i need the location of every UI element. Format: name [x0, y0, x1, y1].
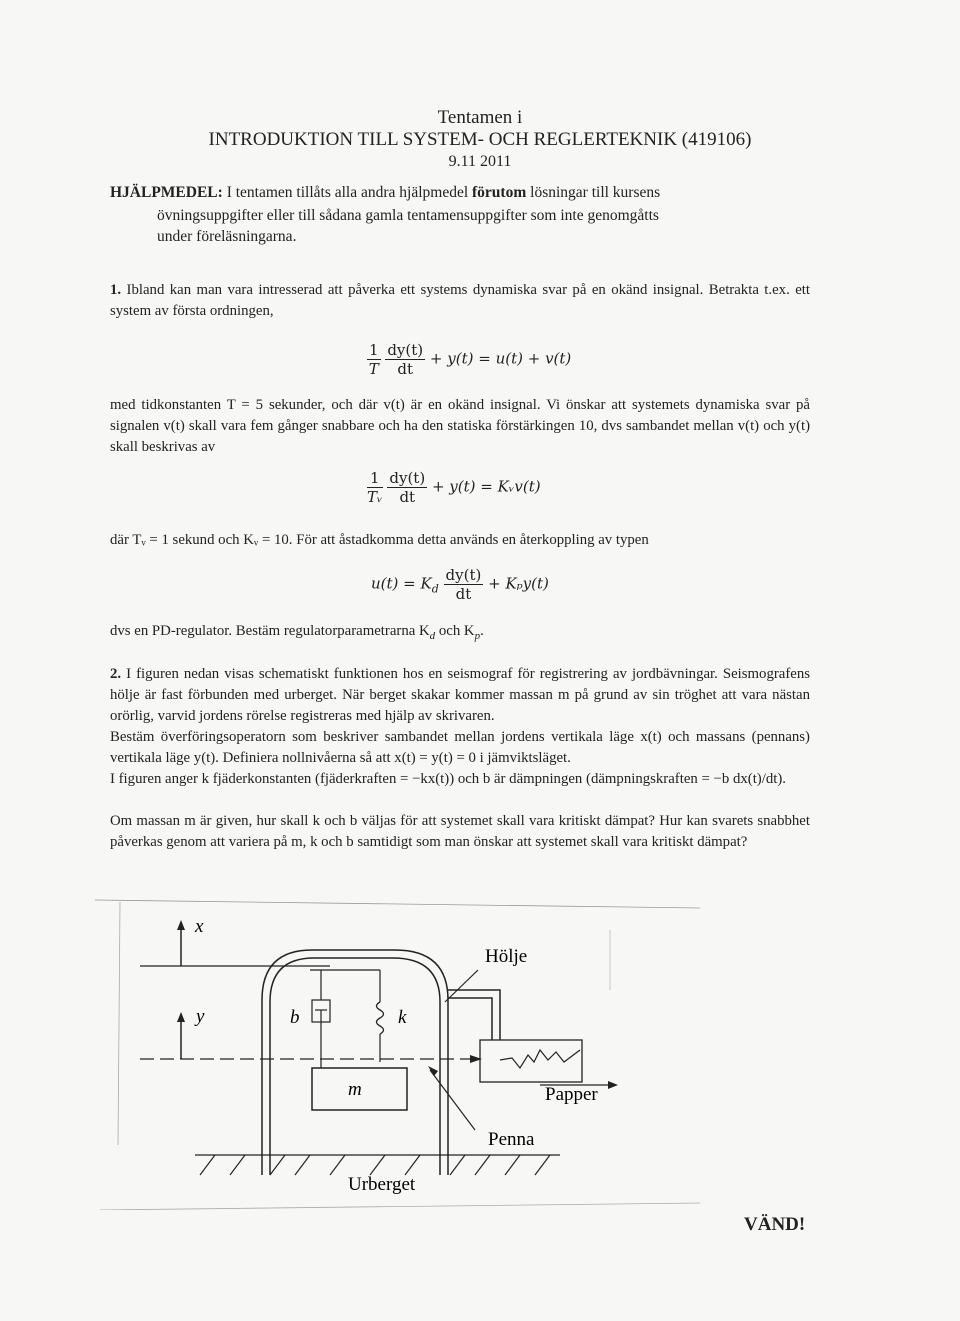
eq3-sub: d: [431, 582, 439, 596]
q1-equation-1: [367, 341, 571, 378]
aids-label: HJÄLPMEDEL:: [110, 184, 223, 201]
aids-text-b: lösningar till kursens: [526, 184, 661, 201]
q2-number: 2.: [110, 666, 122, 682]
seismograph-figure: [0, 890, 960, 1210]
eq2-rest: + y(t) = Kᵥv(t): [431, 477, 541, 496]
q2-p1-text: I figuren nedan visas schematiskt funktionen hos en seismograf för registrering av jordbävningar. Seismografens hölje är fast förbunden med urberget. När berget skakar kommer massan m på grund av sin tröghet att vara nästan orörlig, varvid jordens rörelse registreras med hjälp av skrivaren.: [110, 666, 811, 724]
eq2-deriv-num: dy(t): [389, 469, 426, 487]
fig-holje-label: Hölje: [485, 946, 528, 967]
q1-equation-2: [367, 469, 541, 506]
fig-k-label: k: [398, 1007, 407, 1028]
eq1-frac-den: T: [368, 360, 379, 378]
q2-paragraph-1: [110, 664, 810, 727]
turn-page-note: VÄND!: [744, 1214, 806, 1235]
eq1-deriv-den: dt: [397, 360, 414, 378]
aids-paragraph: [110, 183, 815, 203]
q1-equation-3: [371, 566, 549, 603]
eq1-rest: + y(t) = u(t) + v(t): [429, 349, 572, 368]
eq2-deriv-den: dt: [399, 488, 416, 506]
q2-paragraph-3: I figuren anger k fjäderkonstanten (fjäderkraften = −kx(t)) och b är dämpningen (dämpningskraften = −b dx(t)/dt).: [110, 771, 786, 787]
eq3-deriv-den: dt: [455, 585, 472, 603]
q1-text-3: där Tᵥ = 1 sekund och Kᵥ = 10. För att åstadkomma detta används en återkoppling av typen: [110, 532, 649, 548]
q1-intro: [110, 280, 810, 322]
q1-text-4-sub2: p: [474, 629, 481, 642]
q1-text-4-end: .: [480, 623, 484, 639]
fig-y-label: y: [196, 1006, 205, 1027]
q1-number: 1.: [110, 282, 122, 298]
q1-text-4-sub1: d: [429, 629, 436, 642]
q2-paragraph-4: Om massan m är given, hur skall k och b väljas för att systemet skall vara kritiskt dämpat? Hur kan svarets snabbhet påverkas genom att variera på m, k och b samtidigt som man önskar att systemet skall vara kritiskt dämpat?: [110, 813, 810, 850]
q2-paragraph-2: Bestäm överföringsoperatorn som beskriver sambandet mellan jordens vertikala läge x(t) och massans (pennans) vertikala läge y(t). Definiera nollnivåerna så att x(t) = y(t) = 0 i jämviktsläget.: [110, 729, 810, 766]
aids-line-2: övningsuppgifter eller till sådana gamla tentamensuppgifter som inte genomgåtts: [157, 207, 659, 224]
eq3-lhs: u(t) = K: [371, 574, 432, 593]
eq2-frac-den: Tᵥ: [367, 488, 383, 506]
fig-b-label: b: [290, 1007, 300, 1028]
fig-urberget-label: Urberget: [348, 1174, 416, 1195]
aids-line-3: under föreläsningarna.: [157, 228, 297, 245]
eq2-frac-num: 1: [367, 469, 383, 488]
fig-x-label: x: [195, 916, 204, 937]
q1-text-4: [110, 621, 810, 647]
q1-text-4-a: dvs en PD-regulator. Bestäm regulatorparametrarna K: [110, 623, 430, 639]
aids-text-a: I tentamen tillåts alla andra hjälpmedel: [222, 184, 473, 201]
exam-date: 9.11 2011: [448, 153, 512, 170]
ground-hatching: [200, 1155, 550, 1175]
eq3-rest: + Kₚy(t): [488, 574, 549, 593]
eq1-frac-num: 1: [369, 341, 379, 359]
aids-emphasis: förutom: [472, 184, 527, 201]
eq1-deriv-num: dy(t): [387, 341, 424, 359]
fig-papper-label: Papper: [545, 1084, 598, 1105]
course-title: INTRODUKTION TILL SYSTEM- OCH REGLERTEKNIK (419106): [208, 129, 752, 150]
q1-intro-text: Ibland kan man vara intresserad att påverka ett systems dynamiska svar på en okänd insignal. Betrakta t.ex. ett system av första ordningen,: [110, 282, 810, 319]
q1-text-4-mid: och K: [435, 623, 475, 639]
exam-title-line: Tentamen i: [437, 107, 523, 128]
fig-penna-label: Penna: [488, 1129, 535, 1150]
eq3-deriv-num: dy(t): [445, 566, 482, 584]
fig-m-label: m: [348, 1079, 362, 1100]
q1-text-2: med tidkonstanten T = 5 sekunder, och där v(t) är en okänd insignal. Vi önskar att systemets dynamiska svar på signalen v(t) skall vara fem gånger snabbare och ha den statiska förstärkingen 10, dvs sambandet mellan v(t) och y(t) skall beskrivas av: [110, 397, 810, 455]
